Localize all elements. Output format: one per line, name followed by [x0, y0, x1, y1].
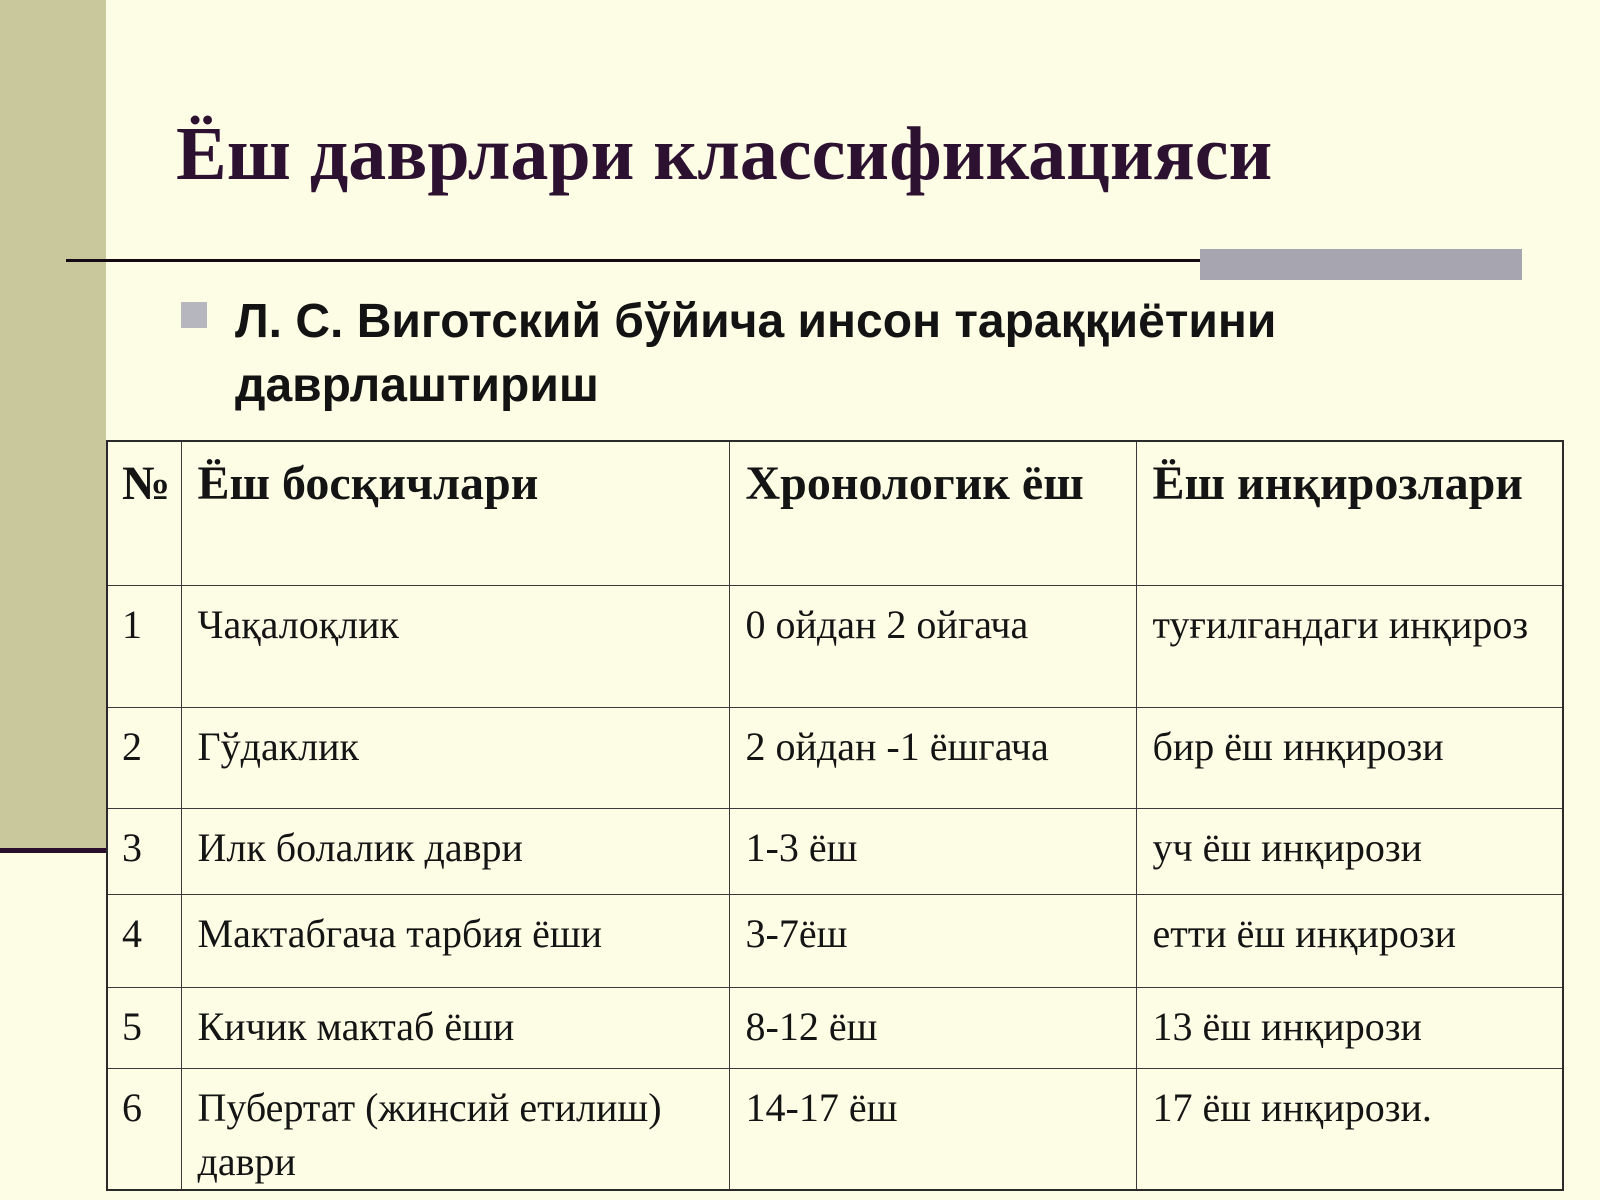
- table-header-row: [107, 441, 1563, 585]
- bullet-square-icon: [181, 302, 207, 328]
- cell-age-crisis: 13 ёш инқирози: [1136, 987, 1563, 1068]
- cell-chronological-age: 0 ойдан 2 ойгача: [729, 585, 1136, 707]
- cell-age-stage: Чақалоқлик: [181, 585, 729, 707]
- header-age-stages: Ёш босқичлари: [181, 441, 729, 585]
- cell-number: 6: [107, 1068, 181, 1190]
- cell-age-stage: Пубертат (жинсий етилиш) даври: [181, 1068, 729, 1190]
- cell-chronological-age: 2 ойдан -1 ёшгача: [729, 707, 1136, 808]
- cell-age-crisis: 17 ёш инқирози.: [1136, 1068, 1563, 1190]
- slide-title: Ёш даврлари классификацияси: [176, 112, 1273, 196]
- cell-chronological-age: 3-7ёш: [729, 894, 1136, 987]
- cell-chronological-age: 1-3 ёш: [729, 808, 1136, 894]
- cell-number: 2: [107, 707, 181, 808]
- cell-number: 3: [107, 808, 181, 894]
- cell-age-crisis: бир ёш инқирози: [1136, 707, 1563, 808]
- table-row: [107, 585, 1563, 707]
- header-number: №: [107, 441, 181, 585]
- left-band-divider: [0, 848, 110, 853]
- bullet-text: Л. С. Виготский бўйича инсон тараққиётини даврлаштириш: [235, 295, 1277, 412]
- cell-chronological-age: 14-17 ёш: [729, 1068, 1136, 1190]
- table-row: [107, 1068, 1563, 1190]
- left-decorative-band: [0, 0, 106, 848]
- table-row: [107, 987, 1563, 1068]
- cell-number: 5: [107, 987, 181, 1068]
- cell-age-stage: Кичик мактаб ёши: [181, 987, 729, 1068]
- header-age-crises: Ёш инқирозлари: [1136, 441, 1563, 585]
- header-chronological-age: Хронологик ёш: [729, 441, 1136, 585]
- title-accent-bar: [1200, 249, 1522, 280]
- cell-age-stage: Мактабгача тарбия ёши: [181, 894, 729, 987]
- cell-age-crisis: уч ёш инқирози: [1136, 808, 1563, 894]
- age-periods-table: [106, 440, 1564, 1191]
- cell-number: 4: [107, 894, 181, 987]
- table-row: [107, 808, 1563, 894]
- cell-number: 1: [107, 585, 181, 707]
- table-row: [107, 707, 1563, 808]
- cell-age-stage: Гўдаклик: [181, 707, 729, 808]
- cell-chronological-age: 8-12 ёш: [729, 987, 1136, 1068]
- table-row: [107, 894, 1563, 987]
- cell-age-stage: Илк болалик даври: [181, 808, 729, 894]
- cell-age-crisis: етти ёш инқирози: [1136, 894, 1563, 987]
- cell-age-crisis: туғилгандаги инқироз: [1136, 585, 1563, 707]
